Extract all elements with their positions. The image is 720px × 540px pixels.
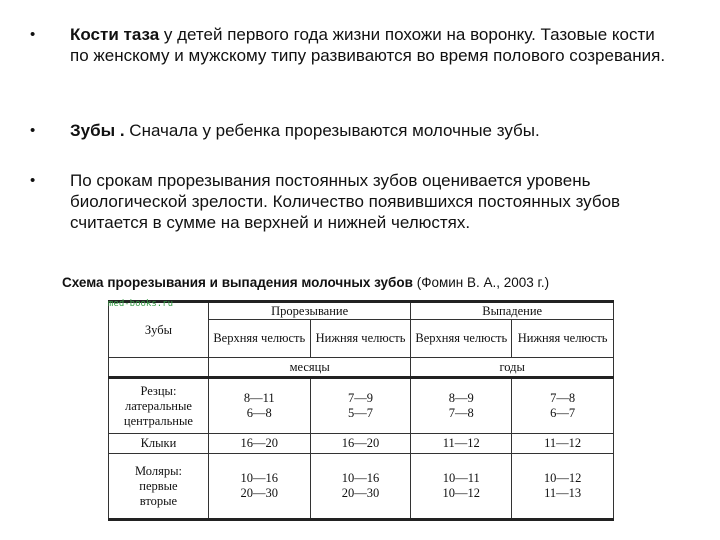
cell-eruption-upper: 16—20 <box>208 434 310 454</box>
bullet-dot: • <box>30 122 36 139</box>
bullet-dot: • <box>30 172 36 189</box>
value: 6—8 <box>246 406 272 420</box>
bullet-dot: • <box>30 26 36 43</box>
header-row-1 <box>109 302 614 320</box>
row-molars <box>109 454 614 520</box>
cell-eruption-lower <box>310 454 411 520</box>
cell-eruption-upper <box>208 378 310 434</box>
value: 6—7 <box>550 406 576 420</box>
molars-title: Моляры: <box>134 463 182 478</box>
caption-title: Схема прорезывания и выпадения молочных зубов <box>62 275 413 290</box>
row-canines <box>109 434 614 454</box>
cell-eruption-lower: 16—20 <box>310 434 411 454</box>
header-row-units <box>109 358 614 378</box>
value: 11—13 <box>544 486 582 500</box>
value: 8—11 <box>243 391 275 405</box>
header-loss: Выпадение <box>411 302 614 320</box>
incisors-central: центральные <box>123 413 193 428</box>
value: 7—8 <box>550 391 576 405</box>
units-months: месяцы <box>208 358 411 378</box>
bullet-body: Сначала у ребенка прорезываются молочные зубы. <box>124 121 540 140</box>
watermark: med-books.ru <box>108 299 174 309</box>
molars-second: вторые <box>139 493 178 508</box>
bullet-text <box>70 24 670 66</box>
incisors-title: Резцы: <box>140 383 177 398</box>
row-incisors <box>109 378 614 434</box>
value: 10—16 <box>240 471 278 485</box>
bullet-text <box>70 170 670 233</box>
cell-loss-lower <box>512 454 614 520</box>
label-molars <box>109 454 209 520</box>
value: 7—8 <box>448 406 474 420</box>
units-years: годы <box>411 358 614 378</box>
bullet-body: у детей первого года жизни похожи на воронку. Тазовые кости по женскому и мужскому типу развиваются во время полового созревания. <box>70 25 666 65</box>
incisors-lateral: латеральные <box>124 398 192 413</box>
value: 10—16 <box>341 471 380 485</box>
header-lower-jaw: Нижняя челюсть <box>310 320 411 358</box>
cell-eruption-lower <box>310 378 411 434</box>
bullet-bold-term: Зубы . <box>70 121 125 140</box>
label-incisors <box>109 378 209 434</box>
header-teeth: Зубы <box>109 302 209 358</box>
bullet-text <box>70 120 670 141</box>
value: 10—12 <box>442 486 481 500</box>
value: 10—12 <box>543 471 582 485</box>
cell-loss-upper <box>411 378 512 434</box>
units-empty <box>109 358 209 378</box>
cell-loss-upper <box>411 454 512 520</box>
value: 7—9 <box>348 391 374 405</box>
header-upper-jaw: Верхняя челюсть <box>411 320 512 358</box>
header-eruption: Прорезывание <box>208 302 411 320</box>
value: 8—9 <box>448 391 474 405</box>
header-lower-jaw: Нижняя челюсть <box>512 320 614 358</box>
bullet-bold-term: Кости таза <box>70 25 160 44</box>
value: 10—11 <box>442 471 480 485</box>
header-upper-jaw: Верхняя челюсть <box>208 320 310 358</box>
bullet-body: По срокам прорезывания постоянных зубов оценивается уровень биологической зрелости. Количество появившихся постоянных зубов считается в сумме на верхней и нижней челюстях. <box>70 171 621 232</box>
cell-loss-lower <box>512 378 614 434</box>
table-caption <box>62 274 549 292</box>
value: 5—7 <box>348 406 374 420</box>
cell-eruption-upper <box>208 454 310 520</box>
value: 20—30 <box>240 486 278 500</box>
cell-loss-upper: 11—12 <box>411 434 512 454</box>
cell-loss-lower: 11—12 <box>512 434 614 454</box>
caption-source: (Фомин В. А., 2003 г.) <box>412 275 550 290</box>
value: 20—30 <box>341 486 380 500</box>
label-canines: Клыки <box>109 434 209 454</box>
molars-first: первые <box>139 478 178 493</box>
teeth-schedule-table <box>108 300 614 521</box>
